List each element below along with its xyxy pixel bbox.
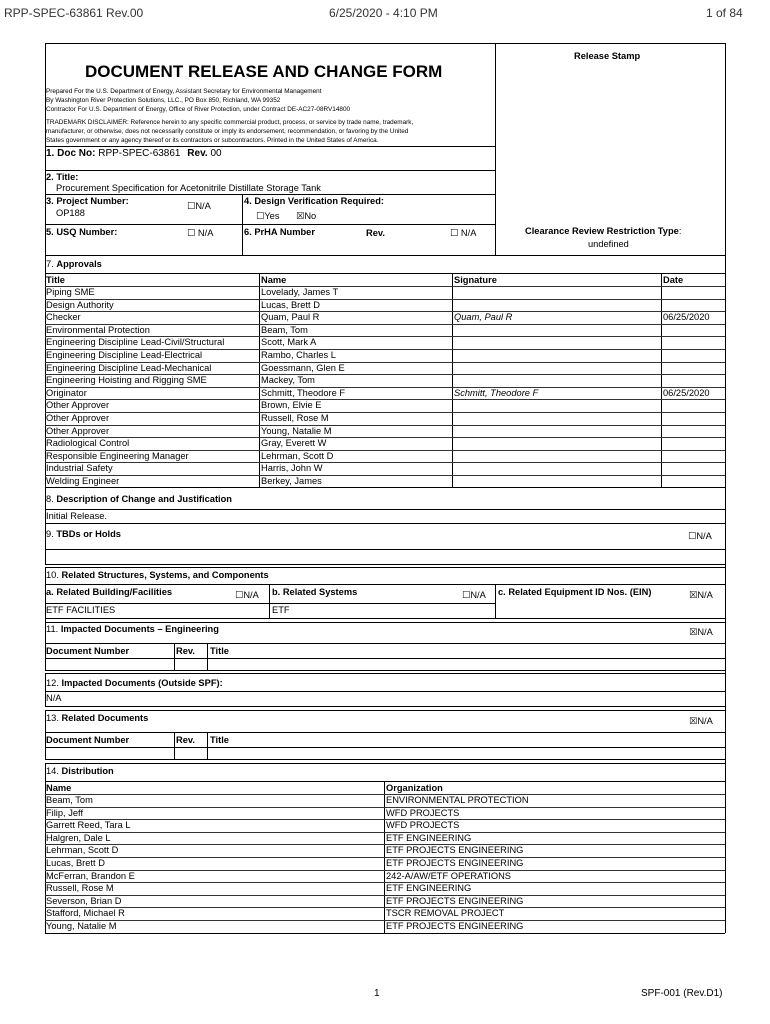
clearance-label-text: Clearance Review Restriction Type [525,226,679,236]
table-row-line [45,832,725,833]
usq-number-label: 5. USQ Number: [46,227,118,237]
approval-name: Schmitt, Theodore F [261,387,346,398]
table-row-line [45,475,725,476]
s12-value: N/A [46,693,62,703]
doc-no-value: RPP-SPEC-63861 [98,148,181,159]
clearance-value: undefined [588,239,629,249]
table-row-line [45,794,725,795]
approval-name: Young, Natalie M [261,425,332,436]
distribution-col-org: Organization [386,783,443,793]
row-line [45,146,495,147]
project-number-label: 3. Project Number: [46,196,129,206]
table-row-line [45,844,725,845]
row-line [45,564,725,565]
table-row-line [45,882,725,883]
s11-num: 11. [46,624,59,634]
s13-na-checkbox[interactable]: ☒N/A [689,716,713,726]
distribution-heading [46,766,114,777]
col-divider [207,732,208,759]
s12-label: Impacted Documents (Outside SPF): [61,678,223,688]
row-line [45,747,725,748]
s10a-value: ETF FACILITIES [46,605,116,615]
approval-date: 06/25/2020 [663,387,710,398]
col-divider [174,643,175,670]
distribution-name: Halgren, Dale L [46,832,111,843]
row-line [45,763,725,764]
table-row-line [45,299,725,300]
approval-name: Mackey, Tom [261,375,315,386]
clearance-label [525,226,681,237]
s13-heading [46,713,148,724]
design-verification-label: 4. Design Verification Required: [244,196,385,206]
distribution-num: 14. [46,766,59,776]
approval-name: Lovelady, James T [261,287,339,297]
s10c-label: c. Related Equipment ID Nos. (EIN) [498,587,652,597]
table-row-line [45,437,725,438]
distribution-org: ETF PROJECTS ENGINEERING [386,921,524,931]
s12-heading [46,678,223,689]
usq-na-checkbox[interactable]: ☐ N/A [187,228,214,238]
distribution-col-name: Name [46,783,72,793]
col-divider [495,584,496,618]
approval-name: Lucas, Brett D [261,299,320,310]
table-row-line [45,462,725,463]
design-yes-checkbox[interactable]: ☐Yes [256,211,280,221]
approval-title: Checker [46,312,81,323]
approval-name: Russell, Rose M [261,413,329,423]
row-line [45,673,725,674]
s11-na-checkbox[interactable]: ☒N/A [689,627,713,637]
approval-title: Engineering Discipline Lead-Electrical [46,350,203,360]
row-line [45,487,725,488]
row-line [45,170,495,171]
col-divider [207,643,208,670]
approval-title: Design Authority [46,299,114,310]
header-datetime: 6/25/2020 - 4:10 PM [329,6,438,20]
prha-number-label: 6. PrHA Number [244,227,315,237]
row-line [45,710,725,711]
s10b-na-checkbox[interactable]: ☐N/A [462,590,486,600]
approval-title: Responsible Engineering Manager [46,450,189,461]
approval-name: Scott, Mark A [261,337,317,348]
distribution-org: ENVIRONMENTAL PROTECTION [386,795,529,805]
table-row-line [45,425,725,426]
prepared-line-2: By Washington River Protection Solutions, LLC., PO Box 850, Richland, WA 99352 [46,97,281,104]
distribution-org: ETF PROJECTS ENGINEERING [386,895,524,906]
project-na-checkbox[interactable]: ☐N/A [187,201,211,211]
approvals-heading [46,259,102,270]
approval-title: Piping SME [46,287,95,297]
table-row-line [45,819,725,820]
title-label: 2. Title: [46,172,79,182]
approval-name: Quam, Paul R [261,312,320,323]
header-doc-rev: RPP-SPEC-63861 Rev.00 [4,6,144,20]
doc-no-label: 1. Doc No: [46,148,96,159]
title-value: Procurement Specification for Acetonitrile Distillate Storage Tank [56,183,321,193]
s8-value: Initial Release. [46,511,107,521]
distribution-org: WFD PROJECTS [386,820,460,831]
row-line [45,759,725,760]
row-line [45,567,725,568]
approval-name: Brown, Elvie E [261,400,322,411]
row-line [45,670,725,671]
distribution-label: Distribution [61,766,114,776]
table-row-line [45,870,725,871]
approval-signature: Quam, Paul R [454,312,513,323]
approvals-col-divider [259,273,260,487]
row-left-border [45,549,46,564]
row-line [45,706,725,707]
s10-heading [46,570,269,581]
stamp-divider [495,43,496,255]
row-line [45,781,725,782]
row-line [45,643,725,644]
table-row-line [45,387,725,388]
row-line [45,549,725,550]
approval-title: Other Approver [46,400,110,411]
s13-label: Related Documents [61,713,149,723]
prha-rev-label: Rev. [366,228,385,238]
s13-num: 13. [46,713,59,723]
row-line [45,618,725,619]
approvals-col-name: Name [261,275,287,285]
s9-heading [46,529,121,540]
table-row-line [45,286,725,287]
s12-num: 12. [46,678,59,688]
approval-signature: Schmitt, Theodore F [454,387,539,398]
approvals-num: 7. [46,259,54,269]
s10-num: 10. [46,570,59,580]
approval-title: Welding Engineer [46,476,120,486]
project-number-value: OP188 [56,208,85,218]
form-top-border [45,43,725,44]
approval-name: Gray, Everett W [261,438,327,449]
design-no-checkbox[interactable]: ☒No [296,211,317,221]
distribution-name: McFerran, Brandon E [46,870,135,881]
s11-heading [46,624,219,635]
approval-name: Goessmann, Glen E [261,362,345,373]
form-title: DOCUMENT RELEASE AND CHANGE FORM [85,62,443,81]
approval-title: Other Approver [46,413,110,423]
distribution-name: Lucas, Brett D [46,858,105,868]
row-line [45,523,725,524]
distribution-name: Severson, Brian D [46,895,122,906]
s8-num: 8. [46,494,54,504]
distribution-org: ETF ENGINEERING [386,883,472,894]
clearance-colon: : [678,226,682,236]
distribution-name: Beam, Tom [46,795,93,805]
approvals-col-date: Date [663,275,684,285]
distribution-org: ETF PROJECTS ENGINEERING [386,858,524,868]
approval-title: Engineering Discipline Lead-Mechanical [46,362,212,373]
s8-label: Description of Change and Justification [56,494,232,504]
distribution-name: Garrett Reed, Tara L [46,820,131,831]
doc-no-row [46,148,222,159]
s13-col-rev: Rev. [176,735,195,745]
distribution-name: Filip, Jeff [46,807,84,818]
row-line [45,255,725,256]
form-bottom-border [45,933,725,934]
header-page-count: 1 of 84 [706,6,743,20]
row-line [45,658,725,659]
approval-title: Engineering Hoisting and Rigging SME [46,375,207,386]
s9-label: TBDs or Holds [56,529,121,539]
prepared-line-3: Contractor For U.S. Department of Energy, Office of River Protection, under Contract DE-AC27-08RV14800 [46,106,351,113]
distribution-name: Lehrman, Scott D [46,845,119,856]
distribution-name: Stafford, Michael R [46,908,125,919]
s9-num: 9. [46,529,54,539]
row-line [45,509,725,510]
table-row-line [45,907,725,908]
approval-name: Berkey, James [261,476,322,486]
disclaimer-line-2: manufacturer, or otherwise, does not necessarily constitute or imply its endorsement, recommendation, or favoring by the United [46,128,409,135]
rev-label: Rev. [187,148,208,159]
s11-col-title: Title [210,646,229,656]
footer-form-id: SPF-001 (Rev.D1) [641,988,723,999]
s10b-label: b. Related Systems [272,587,358,597]
table-row-line [45,412,725,413]
table-row-line [45,857,725,858]
approvals-label: Approvals [56,259,102,269]
release-stamp-label: Release Stamp [574,51,641,61]
disclaimer-line-3: States government or any agency thereof or its contractors or subcontractors. Printed in the United States of America. [46,137,379,144]
approval-name: Beam, Tom [261,324,308,335]
row-line [45,584,725,585]
approval-date: 06/25/2020 [663,312,710,323]
approvals-col-divider [452,273,453,487]
distribution-org: 242-A/AW/ETF OPERATIONS [386,870,512,881]
distribution-org: ETF PROJECTS ENGINEERING [386,845,524,856]
col-divider [174,732,175,759]
form-right-border [725,43,726,933]
s10-label: Related Structures, Systems, and Components [61,570,269,580]
distribution-name: Russell, Rose M [46,883,114,894]
approval-title: Environmental Protection [46,324,150,335]
row-line [45,603,495,604]
s8-heading [46,494,232,505]
table-row-line [45,895,725,896]
row-line [45,194,495,195]
s11-label: Impacted Documents – Engineering [60,624,219,634]
approval-title: Engineering Discipline Lead-Civil/Structural [46,337,225,348]
row-line [45,691,725,692]
distribution-org: TSCR REMOVAL PROJECT [386,908,505,919]
s13-col-title: Title [210,735,229,745]
table-row-line [45,399,725,400]
s13-col-doc: Document Number [46,735,130,745]
s10a-na-checkbox[interactable]: ☐N/A [235,590,259,600]
table-row-line [45,311,725,312]
s11-col-rev: Rev. [176,646,195,656]
approval-name: Harris, John W [261,463,323,474]
row-line [45,273,725,274]
approval-title: Industrial Safety [46,463,113,474]
footer-page-number: 1 [374,988,380,999]
s10b-value: ETF [272,605,290,615]
disclaimer-line-1: TRADEMARK DISCLAIMER: Reference herein to any specific commercial product, process, or service by trade name, trademark, [46,119,414,126]
prha-na-checkbox[interactable]: ☐ N/A [450,228,477,238]
row-line [45,224,495,225]
table-row-line [45,807,725,808]
approvals-col-divider [661,273,662,487]
row-line [45,622,725,623]
row-line [45,732,725,733]
approval-name: Rambo, Charles L [261,350,336,360]
s9-na-checkbox[interactable]: ☐N/A [688,531,712,541]
col-divider [269,584,270,618]
rev-value: 00 [210,148,222,159]
approval-title: Radiological Control [46,438,130,449]
s11-col-doc: Document Number [46,646,130,656]
prepared-line-1: Prepared For the U.S. Department of Energy, Assistant Secretary for Environmental Management [46,88,322,95]
approval-title: Other Approver [46,425,110,436]
s10a-label: a. Related Building/Facilities [46,587,173,597]
distribution-name: Young, Natalie M [46,921,117,931]
table-row-line [45,920,725,921]
distribution-org: WFD PROJECTS [386,807,460,818]
approvals-col-signature: Signature [454,275,497,285]
approval-name: Lehrman, Scott D [261,450,334,461]
s10c-na-checkbox[interactable]: ☒N/A [689,590,713,600]
distribution-org: ETF ENGINEERING [386,832,472,843]
approval-title: Originator [46,387,87,398]
approvals-col-title: Title [46,275,65,285]
